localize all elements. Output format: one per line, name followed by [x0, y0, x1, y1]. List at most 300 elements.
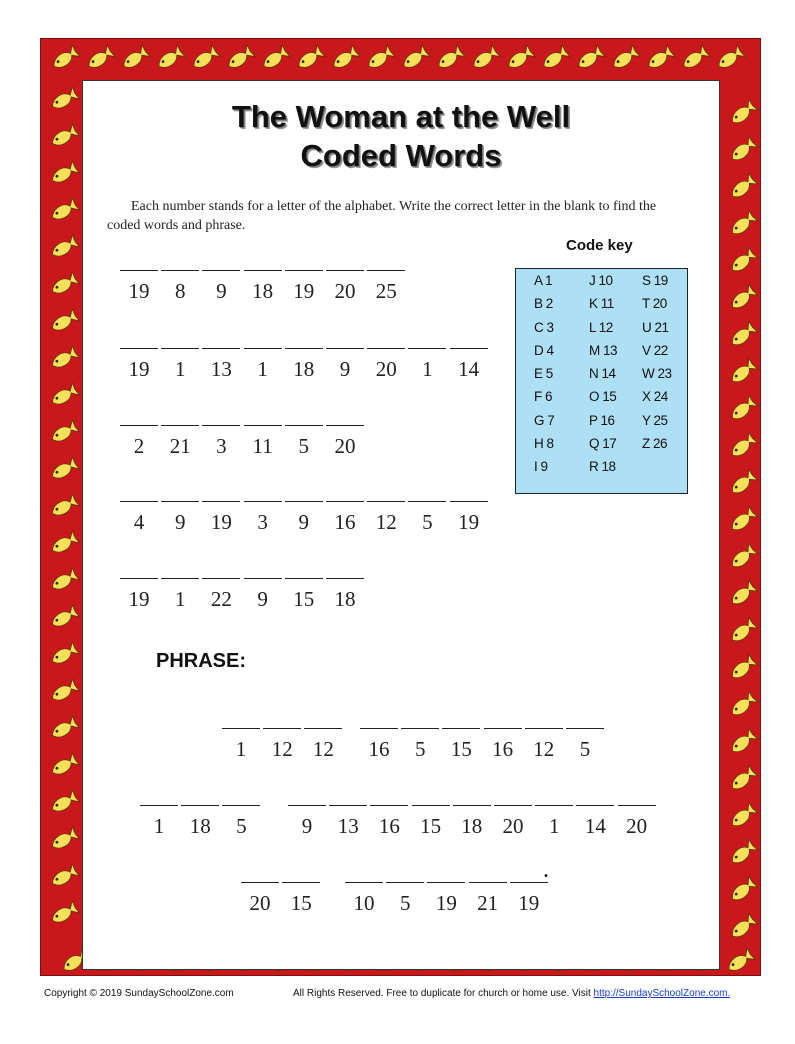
- fish-icon: [728, 765, 758, 793]
- letter-blank[interactable]: [120, 578, 158, 622]
- fish-icon: [728, 173, 758, 201]
- code-number: 13: [210, 357, 232, 381]
- code-key-column: [642, 273, 672, 459]
- code-number: 1: [257, 357, 268, 381]
- fish-icon: [49, 383, 79, 409]
- fish-icon: [715, 45, 745, 72]
- blank-line: [285, 348, 323, 349]
- blank-line: [408, 348, 446, 349]
- code-key-entry: D 4: [534, 342, 554, 358]
- fish-icon: [680, 45, 710, 72]
- fish-icon: [728, 728, 758, 756]
- letter-blank[interactable]: [120, 270, 158, 314]
- letter-blank[interactable]: [244, 425, 282, 469]
- letter-blank[interactable]: [427, 882, 465, 926]
- letter-blank[interactable]: [576, 805, 614, 849]
- blank-line: [140, 805, 178, 806]
- blank-line: [408, 501, 446, 502]
- blank-line: [120, 578, 158, 579]
- fish-icon: [728, 247, 758, 275]
- code-key-entry: S 19: [642, 273, 668, 288]
- code-number: 18: [252, 279, 274, 303]
- letter-blank[interactable]: [120, 425, 158, 469]
- blank-line: [161, 501, 199, 502]
- letter-blank[interactable]: [326, 270, 364, 314]
- code-number: 15: [450, 737, 472, 761]
- code-number: 5: [579, 737, 591, 761]
- fish-icon: [470, 45, 500, 72]
- fish-icon: [49, 309, 79, 335]
- code-number: 5: [422, 510, 433, 534]
- fish-icon: [365, 45, 395, 72]
- letter-blank[interactable]: [326, 501, 364, 545]
- copyright-text: Copyright © 2019 SundaySchoolZone.com: [44, 988, 234, 999]
- code-number: 9: [257, 587, 268, 611]
- phrase-label: PHRASE:: [156, 650, 247, 672]
- code-number: 11: [252, 434, 273, 458]
- code-number: 9: [339, 357, 351, 381]
- code-key-entry: X 24: [642, 389, 668, 405]
- code-number: 19: [293, 279, 315, 303]
- fish-icon: [540, 45, 570, 72]
- code-number: 4: [133, 510, 145, 534]
- rights-statement: All Rights Reserved. Free to duplicate for church or home use. Visit: [293, 988, 591, 999]
- fish-icon: [49, 124, 79, 150]
- blank-line: [161, 425, 199, 426]
- code-number: 5: [236, 814, 247, 838]
- fish-icon: [728, 284, 758, 312]
- phrase-period: .: [543, 857, 549, 883]
- code-number: 20: [334, 434, 356, 458]
- code-number: 22: [210, 587, 232, 611]
- code-key-column: [589, 273, 617, 483]
- letter-blank[interactable]: [566, 728, 604, 772]
- blank-line: [161, 348, 199, 349]
- fish-icon: [728, 580, 758, 608]
- code-number: 1: [153, 814, 165, 838]
- blank-line: [370, 805, 408, 806]
- fish-icon: [49, 790, 79, 816]
- fish-icon: [49, 235, 79, 261]
- letter-blank[interactable]: [285, 425, 323, 469]
- code-number: 1: [174, 587, 186, 611]
- instructions-text: Each number stands for a letter of the alphabet. Write the correct letter in the blank to find the coded words and phrase.: [107, 199, 657, 233]
- blank-line: [222, 728, 260, 729]
- letter-blank[interactable]: [244, 501, 282, 545]
- blank-line: [360, 728, 398, 729]
- blank-line: [181, 805, 219, 806]
- letter-blank[interactable]: [120, 501, 158, 545]
- blank-line: [326, 578, 364, 579]
- code-key-entry: U 21: [642, 319, 669, 335]
- fish-icon: [330, 45, 360, 72]
- fish-icon: [400, 45, 430, 72]
- letter-blank[interactable]: [161, 348, 199, 392]
- letter-blank[interactable]: [161, 425, 199, 469]
- blank-line: [367, 501, 405, 502]
- blank-line: [494, 805, 532, 806]
- letter-blank[interactable]: [285, 270, 323, 314]
- fish-icon: [725, 948, 755, 975]
- letter-blank[interactable]: [345, 882, 383, 926]
- blank-line: [202, 425, 240, 426]
- code-number: 25: [375, 279, 397, 303]
- blank-line: [367, 348, 405, 349]
- code-number: 21: [169, 434, 191, 458]
- code-number: 5: [399, 891, 411, 915]
- code-key-entry: V 22: [642, 342, 668, 358]
- blank-line: [304, 728, 342, 729]
- code-key-entry: N 14: [589, 366, 616, 382]
- letter-blank[interactable]: [241, 882, 279, 926]
- code-number: 9: [298, 510, 310, 534]
- blank-line: [525, 728, 563, 729]
- blank-line: [450, 501, 488, 502]
- code-number: 16: [492, 737, 514, 761]
- fish-icon: [260, 45, 290, 72]
- fish-icon: [610, 45, 640, 72]
- blank-line: [326, 425, 364, 426]
- code-key-box: [515, 268, 688, 494]
- code-key-entry: C 3: [534, 319, 554, 335]
- code-key-entry: W 23: [642, 366, 672, 382]
- blank-line: [329, 805, 367, 806]
- fish-icon: [49, 494, 79, 520]
- blank-line: [244, 425, 282, 426]
- fish-icon: [49, 864, 79, 890]
- blank-line: [367, 270, 405, 271]
- fish-icon: [49, 568, 79, 594]
- blank-line: [535, 805, 573, 806]
- letter-blank[interactable]: [450, 501, 488, 545]
- blank-line: [345, 882, 383, 883]
- code-number: 13: [337, 814, 359, 838]
- letter-blank[interactable]: [244, 270, 282, 314]
- letter-blank[interactable]: [408, 501, 446, 545]
- code-number: 2: [133, 434, 145, 458]
- code-key-column: [534, 273, 554, 483]
- fish-icon: [49, 346, 79, 372]
- letter-blank[interactable]: [453, 805, 491, 849]
- code-number: 19: [435, 891, 457, 915]
- fish-icon: [49, 457, 79, 483]
- letter-blank[interactable]: [285, 348, 323, 392]
- code-number: 21: [477, 891, 499, 915]
- letter-blank[interactable]: [401, 728, 439, 772]
- letter-blank[interactable]: [510, 882, 548, 926]
- fish-icon: [728, 432, 758, 460]
- blank-line: [469, 882, 507, 883]
- code-number: 19: [518, 891, 540, 915]
- fish-icon: [728, 876, 758, 904]
- fish-icon: [728, 321, 758, 349]
- code-key-entry: R 18: [589, 459, 616, 475]
- fish-icon: [435, 45, 465, 72]
- letter-blank[interactable]: [326, 425, 364, 469]
- blank-line: [386, 882, 424, 883]
- fish-icon: [49, 272, 79, 298]
- blank-line: [326, 270, 364, 271]
- code-number: 8: [174, 279, 186, 303]
- fish-icon: [295, 45, 325, 72]
- letter-blank[interactable]: [161, 578, 199, 622]
- fish-icon: [49, 198, 79, 224]
- code-number: 3: [257, 510, 268, 534]
- letter-blank[interactable]: [469, 882, 507, 926]
- code-number: 5: [414, 737, 426, 761]
- letter-blank[interactable]: [244, 578, 282, 622]
- fish-icon: [575, 45, 605, 72]
- letter-blank[interactable]: [202, 501, 240, 545]
- code-number: 18: [334, 587, 356, 611]
- letter-blank[interactable]: [367, 501, 405, 545]
- blank-line: [120, 348, 158, 349]
- code-number: 20: [334, 279, 356, 303]
- code-number: 18: [293, 357, 315, 381]
- blank-line: [442, 728, 480, 729]
- code-number: 15: [290, 891, 312, 915]
- letter-blank[interactable]: [161, 270, 199, 314]
- code-number: 1: [548, 814, 560, 838]
- letter-blank[interactable]: [386, 882, 424, 926]
- code-number: 12: [312, 737, 334, 761]
- letter-blank[interactable]: [304, 728, 342, 772]
- blank-line: [161, 578, 199, 579]
- letter-blank[interactable]: [360, 728, 398, 772]
- code-number: 14: [458, 357, 480, 381]
- fish-icon: [728, 506, 758, 534]
- code-number: 3: [216, 434, 227, 458]
- code-number: 19: [210, 510, 232, 534]
- code-number: 19: [128, 357, 150, 381]
- rights-text: [293, 988, 730, 999]
- code-number: 12: [375, 510, 397, 534]
- fish-icon: [728, 210, 758, 238]
- fish-icon: [49, 87, 79, 113]
- fish-icon: [49, 679, 79, 705]
- code-key-entry: M 13: [589, 342, 618, 358]
- blank-line: [222, 805, 260, 806]
- blank-line: [202, 501, 240, 502]
- letter-blank[interactable]: [450, 348, 488, 392]
- code-key-entry: K 11: [589, 296, 614, 312]
- page-title: The Woman at the Well: [231, 99, 571, 134]
- website-link[interactable]: http://SundaySchoolZone.com.: [593, 988, 731, 999]
- letter-blank[interactable]: [181, 805, 219, 849]
- code-number: 12: [533, 737, 555, 761]
- letter-blank[interactable]: [494, 805, 532, 849]
- blank-line: [161, 270, 199, 271]
- letter-blank[interactable]: [367, 348, 405, 392]
- letter-blank[interactable]: [326, 348, 364, 392]
- code-key-entry: A 1: [534, 273, 553, 288]
- fish-icon: [190, 45, 220, 72]
- blank-line: [453, 805, 491, 806]
- fish-icon: [49, 827, 79, 853]
- letter-blank[interactable]: [222, 728, 260, 772]
- fish-icon: [728, 395, 758, 423]
- blank-line: [285, 578, 323, 579]
- code-number: 5: [298, 434, 310, 458]
- blank-line: [450, 348, 488, 349]
- fish-icon: [505, 45, 535, 72]
- letter-blank[interactable]: [367, 270, 405, 314]
- fish-icon: [728, 691, 758, 719]
- code-key-entry: T 20: [642, 296, 667, 312]
- letter-blank[interactable]: [525, 728, 563, 772]
- letter-blank[interactable]: [202, 270, 240, 314]
- fish-icon: [728, 469, 758, 497]
- code-number: 18: [461, 814, 483, 838]
- blank-line: [618, 805, 656, 806]
- letter-blank[interactable]: [618, 805, 656, 849]
- blank-line: [244, 348, 282, 349]
- blank-line: [263, 728, 301, 729]
- code-number: 14: [584, 814, 606, 838]
- letter-blank[interactable]: [535, 805, 573, 849]
- fish-icon: [728, 99, 758, 127]
- letter-blank[interactable]: [140, 805, 178, 849]
- blank-line: [244, 270, 282, 271]
- blank-line: [244, 578, 282, 579]
- fish-icon: [155, 45, 185, 72]
- code-number: 9: [174, 510, 186, 534]
- fish-icon: [85, 45, 115, 72]
- code-number: 18: [189, 814, 211, 838]
- letter-blank[interactable]: [285, 578, 323, 622]
- blank-line: [285, 425, 323, 426]
- letter-blank[interactable]: [370, 805, 408, 849]
- fish-icon: [728, 543, 758, 571]
- letter-blank[interactable]: [120, 348, 158, 392]
- code-number: 1: [422, 357, 433, 381]
- code-number: 16: [368, 737, 390, 761]
- letter-blank[interactable]: [244, 348, 282, 392]
- fish-icon: [728, 617, 758, 645]
- code-number: 20: [502, 814, 524, 838]
- blank-line: [241, 882, 279, 883]
- code-number: 20: [249, 891, 271, 915]
- letter-blank[interactable]: [408, 348, 446, 392]
- code-number: 9: [216, 279, 227, 303]
- page-subtitle: Coded Words: [300, 138, 502, 173]
- fish-icon: [728, 136, 758, 164]
- code-number: 9: [301, 814, 313, 838]
- blank-line: [326, 348, 364, 349]
- blank-line: [412, 805, 450, 806]
- blank-line: [282, 882, 320, 883]
- code-key-entry: O 15: [589, 389, 617, 405]
- letter-blank[interactable]: [263, 728, 301, 772]
- fish-icon: [50, 45, 80, 72]
- letter-blank[interactable]: [202, 348, 240, 392]
- code-key-entry: Z 26: [642, 436, 668, 452]
- code-key-title: Code key: [566, 237, 633, 254]
- fish-icon: [120, 45, 150, 72]
- blank-line: [120, 501, 158, 502]
- fish-icon: [49, 420, 79, 446]
- code-number: 15: [293, 587, 315, 611]
- letter-blank[interactable]: [412, 805, 450, 849]
- code-number: 1: [235, 737, 247, 761]
- letter-blank[interactable]: [329, 805, 367, 849]
- fish-icon: [728, 654, 758, 682]
- code-number: 19: [458, 510, 480, 534]
- code-key-entry: G 7: [534, 412, 555, 428]
- code-number: 19: [128, 587, 150, 611]
- blank-line: [202, 578, 240, 579]
- fish-icon: [49, 605, 79, 631]
- fish-icon: [49, 642, 79, 668]
- letter-blank[interactable]: [282, 882, 320, 926]
- code-key-entry: J 10: [589, 273, 613, 288]
- code-key-entry: P 16: [589, 412, 615, 428]
- fish-icon: [49, 716, 79, 742]
- code-number: 16: [378, 814, 400, 838]
- letter-blank[interactable]: [285, 501, 323, 545]
- fish-icon: [49, 901, 79, 927]
- fish-icon: [728, 802, 758, 830]
- blank-line: [120, 270, 158, 271]
- blank-line: [202, 348, 240, 349]
- code-key-entry: H 8: [534, 436, 554, 452]
- code-number: 16: [334, 510, 356, 534]
- code-number: 19: [128, 279, 150, 303]
- letter-blank[interactable]: [326, 578, 364, 622]
- letter-blank[interactable]: [288, 805, 326, 849]
- blank-line: [576, 805, 614, 806]
- blank-line: [566, 728, 604, 729]
- blank-line: [202, 270, 240, 271]
- blank-line: [326, 501, 364, 502]
- code-number: 12: [271, 737, 293, 761]
- blank-line: [484, 728, 522, 729]
- blank-line: [120, 425, 158, 426]
- code-key-entry: L 12: [589, 319, 613, 335]
- fish-icon: [728, 839, 758, 867]
- code-key-entry: Y 25: [642, 412, 668, 428]
- blank-line: [244, 501, 282, 502]
- blank-line: [288, 805, 326, 806]
- blank-line: [401, 728, 439, 729]
- letter-blank[interactable]: [222, 805, 260, 849]
- fish-icon: [49, 531, 79, 557]
- letter-blank[interactable]: [161, 501, 199, 545]
- code-key-entry: B 2: [534, 296, 553, 312]
- letter-blank[interactable]: [484, 728, 522, 772]
- blank-line: [427, 882, 465, 883]
- fish-icon: [728, 358, 758, 386]
- code-number: 15: [420, 814, 442, 838]
- fish-icon: [645, 45, 675, 72]
- blank-line: [285, 501, 323, 502]
- code-number: 20: [375, 357, 397, 381]
- fish-icon: [728, 913, 758, 941]
- fish-icon: [225, 45, 255, 72]
- letter-blank[interactable]: [202, 425, 240, 469]
- code-number: 1: [174, 357, 186, 381]
- fish-icon: [49, 753, 79, 779]
- code-key-entry: Q 17: [589, 436, 617, 452]
- code-number: 10: [353, 891, 375, 915]
- code-number: 20: [626, 814, 648, 838]
- letter-blank[interactable]: [202, 578, 240, 622]
- code-key-entry: E 5: [534, 366, 553, 382]
- code-key-entry: F 6: [534, 389, 553, 405]
- letter-blank[interactable]: [442, 728, 480, 772]
- code-key-entry: I 9: [534, 459, 548, 475]
- fish-icon: [49, 161, 79, 187]
